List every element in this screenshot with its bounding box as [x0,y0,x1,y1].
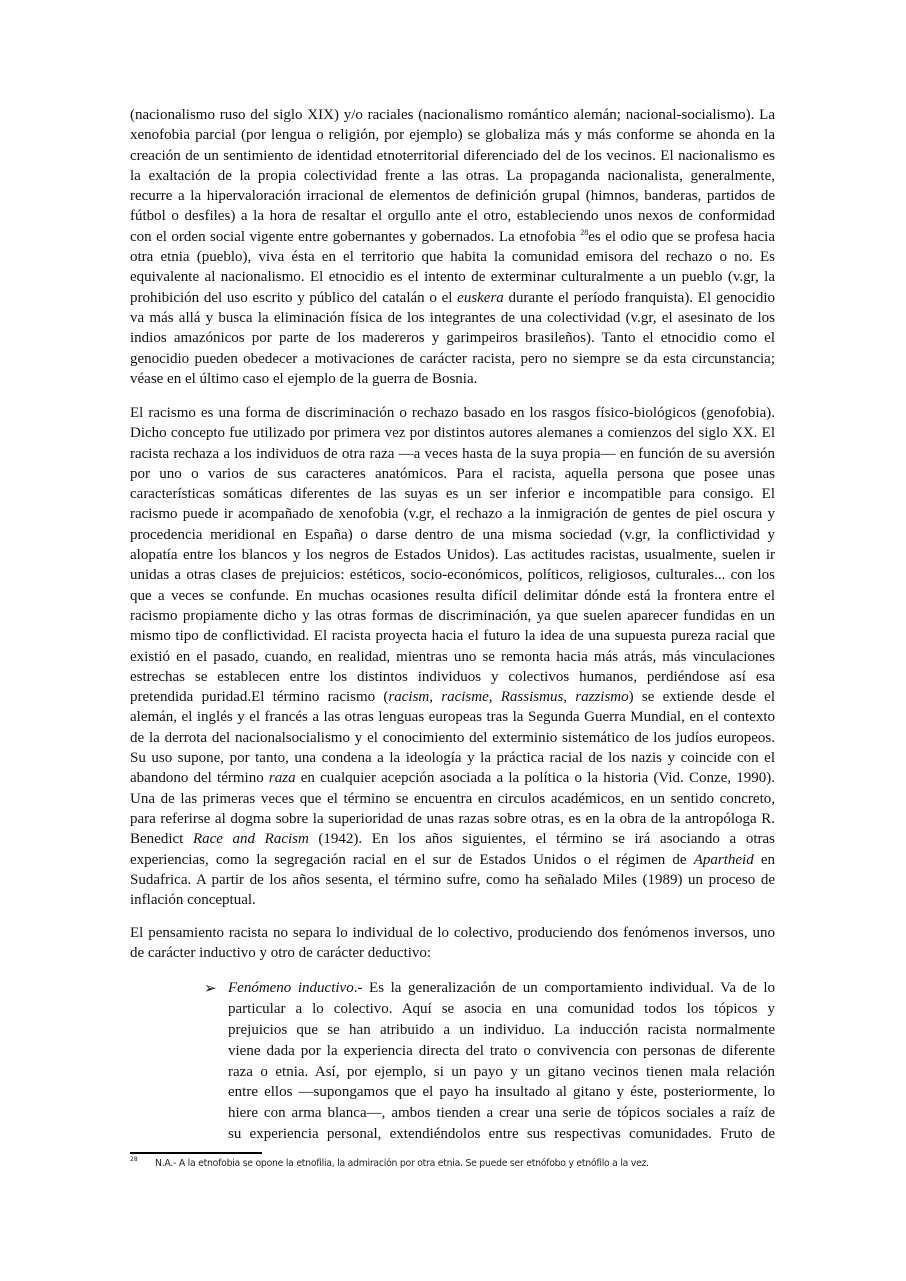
text-line: Dicho concepto fue utilizado por primera vez por distintos autores alemanes a comienzos del siglo XX. El [130,425,775,442]
text-line [130,288,775,308]
text-span: durante el período franquista). El genocidio [503,289,775,306]
text-line: véase en el último caso el ejemplo de la guerra de Bosnia. [130,370,478,387]
italic-text: euskera [457,289,504,306]
text-line: Sudafrica. A partir de los años sesenta, el término sufre, como ha señalado Miles (1989) un proceso de [130,871,775,888]
text-line: raza o etnia. Así, por ejemplo, si un payo y un gitano vecinos tienen mala relación [228,1063,775,1080]
footnote-reference[interactable]: 28 [580,227,589,237]
text-span: pretendida puridad.El término racismo ( [130,689,389,706]
text-line: indios amazónicos por parte de los madereros y garimpeiros brasileños). Tanto el etnocidio como el [130,330,775,347]
text-line: racista rechaza a los individuos de otra raza —a veces hasta de la suya propia— en función de su aversión [130,445,775,462]
italic-text: racism, racisme, Rassismus, razzismo [388,689,629,706]
text-span: en [753,851,775,868]
text-line: Una de las primeras veces que el término se encuentra en circulos académicos, en un sentido concreto, [130,790,775,807]
text-line: mismo tipo de conflictividad. El racista proyecta hacia el futuro la idea de una supuesta pureza racial que [130,628,775,645]
text-line: para referirse al dogma sobre la superioridad de unas razas sobre otras, es en la obra de la antropóloga R. [130,810,775,827]
text-line: El racismo es una forma de discriminación o rechazo basado en los rasgos físico-biológicos (genofobia). [130,405,775,421]
text-line: genocidio pueden obedecer a motivaciones de carácter racista, pero no siempre se da esta circunstancia; [130,350,775,367]
paragraph-nationalism [130,105,775,389]
italic-text: Fenómeno inductivo [228,980,354,996]
text-span: Benedict [130,831,193,848]
text-line: unidas a otras clases de prejuicios: estéticos, socio-económicos, políticos, religiosos, culturales... con los [130,567,775,584]
text-line: entre ellos —supongamos que el payo ha insultado al gitano y éste, posteriormente, lo [228,1084,775,1101]
text-line: viene dada por la experiencia directa del trato o convivencia con personas de diferente [228,1042,775,1059]
text-span: .- Es la generalización de un comportamiento individual. Va de lo [353,980,775,996]
italic-text: raza [268,770,296,787]
text-line: prejuicios que se han atribuido a un individuo. La inducción racista normalmente [228,1021,775,1038]
text-span: ) se extiende desde el [628,689,776,706]
text-span: con el orden social vigente entre gobernantes y gobernados. La etnofobia [130,228,581,245]
text-line: características somáticas diferentes de las suyas es un ser inferior e incompatible para consigo. El [130,486,775,503]
text-line [130,829,775,849]
text-line [228,978,775,999]
text-line: que a veces se confunde. En muchas ocasiones resulta difícil delimitar dónde está la frontera entre el [130,587,775,604]
paragraph-racism [130,403,775,910]
text-line: procedencia meridional en España) o darse dentro de una misma sociedad (v.gr, la conflictividad y [130,526,775,543]
text-line: (nacionalismo ruso del siglo XIX) y/o raciales (nacionalismo romántico alemán; nacional-socialismo). La [130,107,775,123]
text-line: por uno o varios de sus caracteres anatómicos. Para el racista, aquella persona que posee unas [130,465,775,482]
text-span: experiencias, como la segregación racial en el sur de Estados Unidos o el régimen de [130,851,694,868]
footnote-number: 28 [130,1156,138,1163]
text-line: recurre a la hipervaloración irracional de elementos de definición grupal (himnos, banderas, partidos de [130,188,775,205]
text-line: El pensamiento racista no separa lo individual de lo colectivo, produciendo dos fenómenos inversos, uno [130,925,775,941]
bullet-inductive-phenomenon [204,978,775,1145]
text-line [130,850,775,870]
text-span: es el odio que se profesa hacia [588,228,775,245]
text-span: (1942). En los años siguientes, el término se irá asociando a otras [308,831,775,848]
italic-text: Apartheid [693,851,754,868]
text-line: racismo propiamente dicho y las otras formas de discriminación, ya que suelen aparecer fundidas en un [130,607,775,624]
text-line: equivalente al nacionalismo. El etnocidio es el intento de exterminar culturalmente a un pueblo (v.gr, la [130,269,775,286]
text-line: su experiencia personal, extendiéndolos entre sus respectivas comunidades. Fruto de [228,1126,775,1143]
text-line: existió en el pasado, cuando, en realidad, mientras uno se remonta hacia más atrás, más vinculaciones [130,648,775,665]
footnote-separator [130,1152,262,1154]
italic-text: Race and Racism [192,831,309,848]
text-line: de la derrota del nacionalsocialismo y el conocimiento del exterminio sistemático de los judíos europeos. [130,729,775,746]
text-line: xenofobia parcial (por lengua o religión, por ejemplo) se globaliza más y más conforme se ahonda en la [130,127,775,144]
footnote-text: N.A.- A la etnofobia se opone la etnofilia, la admiración por otra etnia. Se puede ser etnófobo y etnófilo a la vez. [155,1158,649,1169]
text-line: otra etnia (pueblo), viva ésta en el territorio que habita la comunidad emisora del rechazo o no. Es [130,249,775,266]
text-line: alopatía entre los blancos y los negros de Estados Unidos). Las actitudes racistas, usualmente, suelen ir [130,547,775,564]
text-line [130,768,775,788]
paragraph-racist-thought [130,923,775,964]
text-line [130,687,775,707]
text-line: inflación conceptual. [130,892,256,909]
text-span: abandono del término [130,770,269,787]
text-line: estrechas se establecen entre los distintos individuos y colectivos humanos, perdiéndose así esa [130,668,775,685]
text-line: va más allá y busca la eliminación física de los integrantes de una colectividad (v.gr, el asesinato de los [130,309,775,326]
text-line: hiere con arma blanca—, ambos tienden a crear una serie de tópicos sociales a raíz de [228,1105,775,1122]
text-line: creación de un sentimiento de identidad etnoterritorial diferenciado del de los vecinos. El nacionalismo es [130,147,775,164]
text-line: particular a lo colectivo. Aquí se asocia en una comunidad todos los tópicos y [228,1000,775,1017]
text-line: la exaltación de la propia colectividad frente a las otras. La propaganda nacionalista, generalmente, [130,167,775,184]
text-span: en cualquier acepción asociada a la política o la historia (Vid. Conze, 1990). [295,770,775,787]
text-line: alemán, el inglés y el francés a las otras lenguas europeas tras la Segunda Guerra Mundial, en el contexto [130,709,775,726]
text-line [130,227,775,247]
text-span: prohibición del uso escrito y público del catalán o el [130,289,458,306]
text-line: Su uso supone, por tanto, una condena a la ideología y la práctica racial de los nazis y coincide con el [130,750,775,767]
text-line: fútbol o desfiles) a la hora de resaltar el orgullo ante el otro, estableciendo unos nexos de conformidad [130,208,775,225]
text-line: de carácter inductivo y otro de carácter deductivo: [130,945,432,962]
text-line: racismo puede ir acompañado de xenofobia (v.gr, el rechazo a la inmigración de gentes de piel oscura y [130,506,775,523]
arrow-bullet-icon: ➢ [204,979,217,997]
